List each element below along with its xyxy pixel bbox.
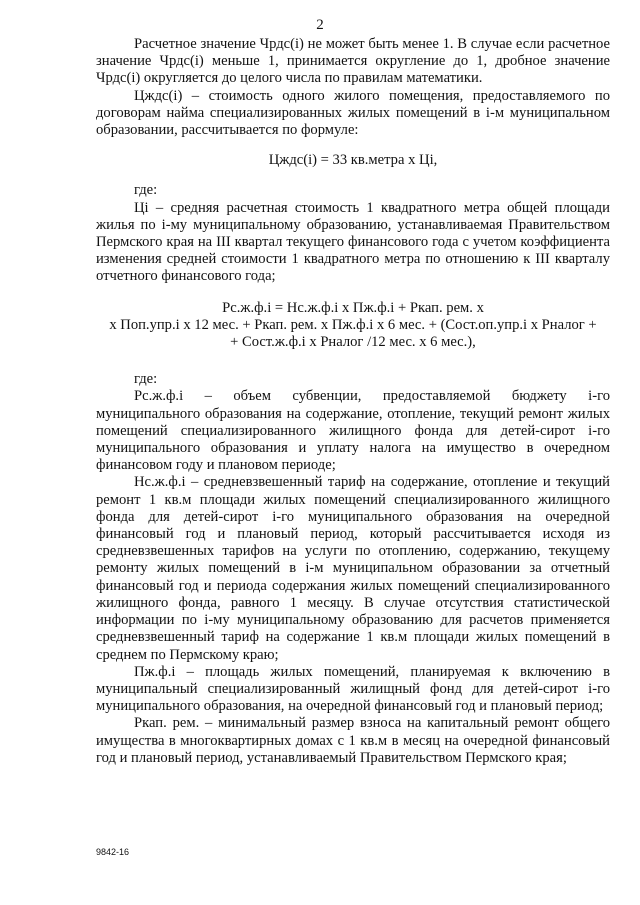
paragraph-housing-area: Пж.ф.i – площадь жилых помещений, планируемая к включению в муниципальный специализированный жилищный фонд для детей-сирот i-го муниципального образования, на очередной финансовый год и плановый период; [96,663,610,715]
paragraph-weighted-tariff: Нс.ж.ф.i – средневзвешенный тариф на содержание, отопление и текущий ремонт 1 кв.м площади жилых помещений специализированного жилищного фонда для детей-сирот i-го муниципального образования на очередной финансовый год и плановый период, который рассчитывается исходя из средневзвешенных тарифов на услуги по отоплению, содержанию, текущему ремонту жилых помещений в i-м муниципальном образовании за отчетный финансовый год и периода содержания жилых помещений специализированного жилищного фонда, равного 1 месяцу. В случае отсутствия статистической информации по i-му муниципальному образованию для расчетов применяется средневзвешенный тариф на содержание 1 кв.м площади жилых помещений в среднем по Пермскому краю; [96,474,610,663]
page-number: 2 [316,17,324,33]
formula-subvention-line-1: Рс.ж.ф.i = Нс.ж.ф.i х Пж.ф.i + Ркап. рем. х [222,299,484,316]
formula-subvention-line-2: х Поп.упр.i х 12 мес. + Ркап. рем. х Пж.ф.i х 6 мес. + (Сост.оп.упр.i х Рналог + [109,316,597,333]
paragraph-capital-repair: Ркап. рем. – минимальный размер взноса на капитальный ремонт общего имущества в многоквартирных домах с 1 кв.м в месяц на очередной финансовый год и плановый период, устанавливаемый Правительством Пермского края; [96,715,610,766]
document-body [96,36,610,767]
formula-subvention-line-3: + Сост.ж.ф.i х Рналог /12 мес. х 6 мес.), [230,334,476,351]
paragraph-subvention-volume: Рс.ж.ф.i – объем субвенции, предоставляемой бюджету i-го муниципального образования на содержание, отопление, текущий ремонт жилых помещений специализированного жилищного фонда для детей-сирот i-го муниципального образования и уплату налога на имущество в очередном финансовом году и плановом периоде; [96,388,610,474]
formula-housing-cost: Цждс(i) = 33 кв.метра х Цi, [268,152,438,169]
document-code: 9842-16 [96,847,130,857]
paragraph-housing-cost-definition: Цждс(i) – стоимость одного жилого помещения, предоставляемого по договорам найма специализированных жилых помещений в i-м муниципальном образовании, рассчитывается по формуле: [96,87,610,139]
where-label-1: где: [134,182,158,199]
paragraph-rounding-rule: Расчетное значение Чрдс(i) не может быть менее 1. В случае если расчетное значение Чрдс(i) меньше 1, принимается округление до 1, дробное значение Чрдс(i) округляется до целого числа по правилам математики. [96,36,610,87]
paragraph-sqm-cost-definition: Цi – средняя расчетная стоимость 1 квадратного метра общей площади жилья по i-му муниципальному образованию, устанавливаемая Правительством Пермского края на III квартал текущего финансового года с учетом коэффициента изменения средней стоимости 1 квадратного метра по отношению к III кварталу отчетного финансового года; [96,199,610,285]
formula-subvention [96,300,610,352]
where-label-2: где: [134,371,158,388]
